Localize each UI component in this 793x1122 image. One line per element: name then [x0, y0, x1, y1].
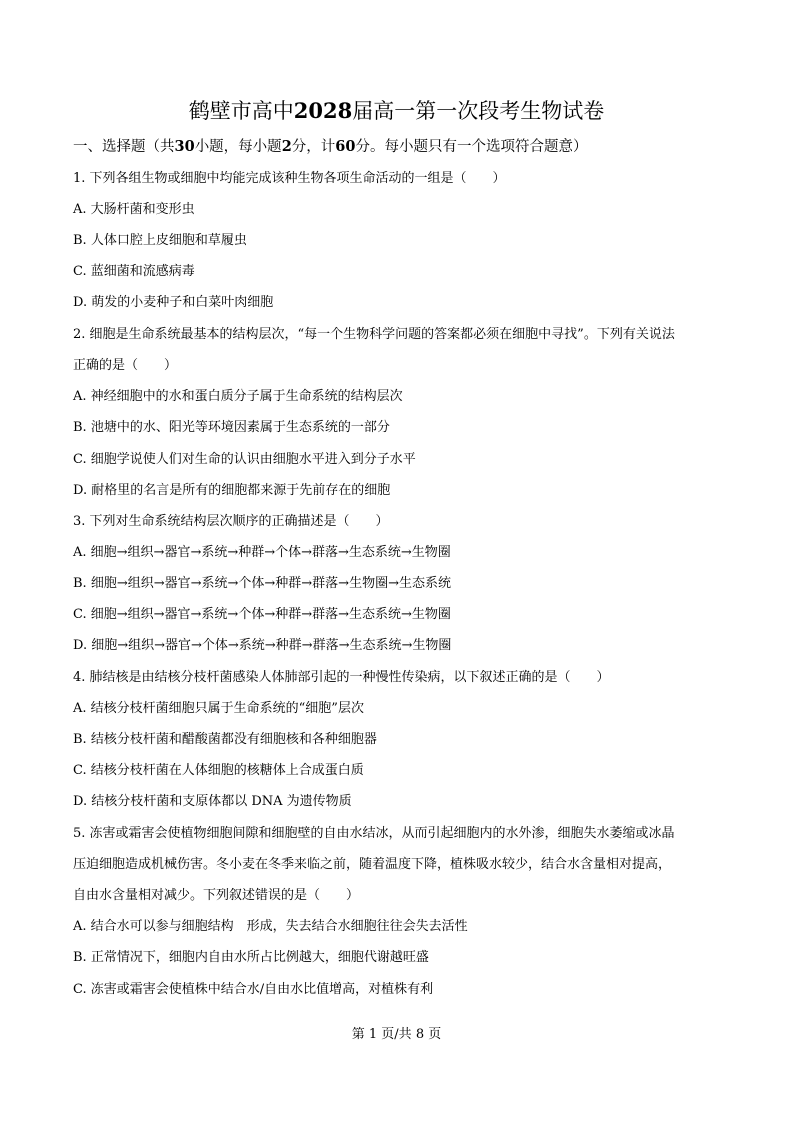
- question-2-option-d: D. 耐格里的名言是所有的细胞都来源于先前存在的细胞: [73, 483, 391, 498]
- section-total-score: 60: [335, 138, 356, 155]
- question-3-option-c: C. 细胞→组织→器官→系统→个体→种群→群落→生态系统→生物圈: [73, 607, 451, 622]
- question-2-option-c: C. 细胞学说使人们对生命的认识由细胞水平进入到分子水平: [73, 452, 416, 467]
- question-1-option-c: C. 蓝细菌和流感病毒: [73, 264, 195, 279]
- question-2-stem-line-2: 正确的是（ ）: [73, 358, 178, 373]
- title-year: 2028: [293, 98, 353, 123]
- question-1-option-b: B. 人体口腔上皮细胞和草履虫: [73, 233, 247, 248]
- question-5-option-c: C. 冻害或霜害会使植株中结合水/自由水比值增高，对植株有利: [73, 982, 434, 997]
- question-4-option-d: D. 结核分枝杆菌和支原体都以 DNA 为遗传物质: [73, 794, 352, 809]
- title-text-part1: 鹤壁市高中: [188, 99, 294, 123]
- question-1-stem: 1. 下列各组生物或细胞中均能完成该种生物各项生命活动的一组是（ ）: [73, 171, 506, 186]
- title-text-part2: 届高一第一次段考生物试卷: [352, 99, 605, 123]
- question-3-option-a: A. 细胞→组织→器官→系统→种群→个体→群落→生态系统→生物圈: [73, 545, 451, 560]
- page-footer: 第 1 页/共 8 页: [351, 1027, 442, 1042]
- question-2-option-a: A. 神经细胞中的水和蛋白质分子属于生命系统的结构层次: [73, 389, 403, 404]
- section-text-2: 小题，每小题: [194, 139, 282, 155]
- question-3-option-d: D. 细胞→组织→器官→个体→系统→种群→群落→生态系统→生物圈: [73, 638, 452, 653]
- section-text-3: 分，计: [291, 139, 336, 155]
- question-4-stem: 4. 肺结核是由结核分枝杆菌感染人体肺部引起的一种慢性传染病，以下叙述正确的是（ ）: [73, 670, 610, 685]
- page-title: [0, 96, 793, 126]
- question-5-stem-line-3: 自由水含量相对减少。下列叙述错误的是（ ）: [73, 888, 360, 903]
- section-count: 30: [174, 138, 195, 155]
- question-5-option-b: B. 正常情况下，细胞内自由水所占比例越大，细胞代谢越旺盛: [73, 950, 429, 965]
- question-5-stem-line-1: 5. 冻害或霜害会使植物细胞间隙和细胞壁的自由水结冰，从而引起细胞内的水外渗，细胞失水萎缩或冰晶: [73, 826, 675, 841]
- section-heading: [73, 137, 587, 157]
- section-text-1: 一、选择题（共: [73, 139, 175, 155]
- question-4-option-c: C. 结核分枝杆菌在人体细胞的核糖体上合成蛋白质: [73, 763, 364, 778]
- question-2-stem-line-1: 2. 细胞是生命系统最基本的结构层次，“每一个生物科学问题的答案都必须在细胞中寻找”。下列有关说法: [73, 327, 675, 342]
- question-3-option-b: B. 细胞→组织→器官→系统→个体→种群→群落→生物圈→生态系统: [73, 576, 451, 591]
- question-5-stem-line-2: 压迫细胞造成机械伤害。冬小麦在冬季来临之前，随着温度下降，植株吸水较少，结合水含量相对提高，: [73, 857, 672, 872]
- question-5-option-a: A. 结合水可以参与细胞结构 形成，失去结合水细胞往往会失去活性: [73, 919, 468, 934]
- question-3-stem: 3. 下列对生命系统结构层次顺序的正确描述是（ ）: [73, 514, 389, 529]
- question-4-option-b: B. 结核分枝杆菌和醋酸菌都没有细胞核和各种细胞器: [73, 732, 377, 747]
- question-4-option-a: A. 结核分枝杆菌细胞只属于生命系统的“细胞”层次: [73, 701, 364, 716]
- question-2-option-b: B. 池塘中的水、阳光等环境因素属于生态系统的一部分: [73, 420, 390, 435]
- question-1-option-a: A. 大肠杆菌和变形虫: [73, 202, 195, 217]
- section-each-score: 2: [281, 138, 292, 155]
- section-text-4: 分。每小题只有一个选项符合题意）: [355, 139, 588, 155]
- question-1-option-d: D. 萌发的小麦种子和白菜叶肉细胞: [73, 295, 274, 310]
